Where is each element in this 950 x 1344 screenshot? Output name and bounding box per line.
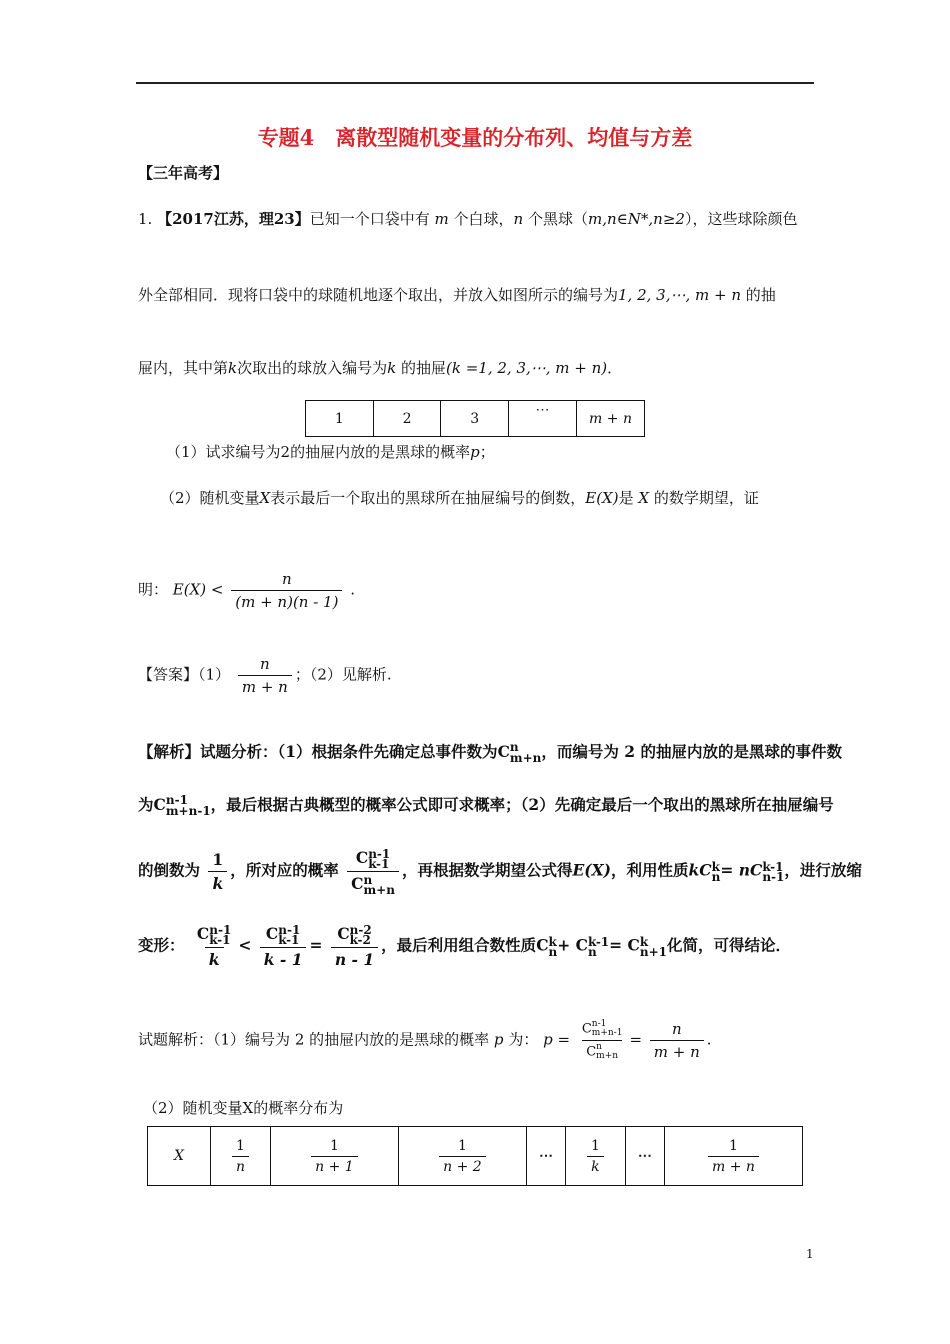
combination: C [497, 742, 510, 761]
analysis-text: 为 [138, 795, 154, 814]
ineq-fraction-2 [260, 924, 307, 969]
frac-denominator: k - 1 [260, 947, 307, 969]
identity-rhs: = nC [720, 860, 763, 880]
problem-text: 的抽屉 [401, 359, 447, 377]
dist-cell [398, 1127, 526, 1186]
analysis-text: ，进行放缩 [784, 860, 862, 880]
analysis-line-2 [138, 793, 834, 817]
answer-text: （1） [198, 665, 231, 684]
var-X: X [259, 489, 271, 507]
problem-text: ． [607, 359, 623, 377]
dist-fraction [708, 1138, 759, 1175]
problem-line-3 [138, 357, 622, 378]
expectation: E(X) [585, 489, 619, 507]
comb-sup: n-1 [591, 1019, 607, 1029]
comb-sub: n+1 [639, 944, 668, 959]
frac-denominator: n [232, 1156, 249, 1175]
comb-sub: k-1 [368, 857, 390, 871]
question-text: （2）随机变量 [160, 489, 260, 507]
frac-numerator: n [671, 1020, 682, 1038]
question-text: ； [479, 443, 495, 461]
frac-denominator: n + 2 [439, 1156, 486, 1175]
combination: C [536, 935, 549, 955]
comb-sup: n-1 [165, 793, 188, 807]
frac-numerator: 1 [457, 1137, 467, 1154]
combination: + C [557, 935, 588, 955]
frac-numerator: 1 [212, 850, 224, 869]
comb-sup: n [363, 873, 373, 887]
comb-sub: k-1 [209, 933, 231, 947]
page-number: 1 [806, 1247, 814, 1261]
analysis-text: 变形： [138, 935, 185, 955]
dist-cell [270, 1127, 398, 1186]
var-p: p [493, 1030, 504, 1049]
drawer-cell: 2 [373, 401, 441, 437]
dist-cell [664, 1127, 802, 1186]
problem-text: 次取出的球放入编号为 [237, 359, 388, 377]
dist-fraction [587, 1138, 604, 1175]
frac-denominator: k [587, 1156, 603, 1175]
var-m: m [434, 210, 449, 228]
frac-denominator: n - 1 [331, 947, 378, 969]
inequality-lhs: E(X) < [172, 580, 224, 599]
problem-line-1 [138, 208, 797, 229]
expectation: E(X) [572, 860, 611, 880]
combination: = C [609, 935, 640, 955]
combination: C [337, 924, 350, 943]
drawer-sequence: 1, 2, 3,⋯, m + n [618, 286, 742, 304]
frac-denominator: k [208, 871, 227, 893]
combination: C [581, 1021, 592, 1037]
comb-sup: n-1 [209, 923, 232, 937]
dist-cell: ⋯ [526, 1127, 565, 1186]
equals: = [629, 1030, 643, 1049]
comb-sub: n [711, 869, 721, 884]
answer-label: 【答案】 [138, 665, 199, 684]
dist-cell [211, 1127, 271, 1186]
combination: C [196, 924, 210, 943]
drawer-cell: 1 [306, 401, 374, 437]
frac-numerator: 1 [236, 1137, 245, 1154]
question-text: 是 [618, 489, 634, 507]
ineq-fraction-1 [193, 924, 235, 969]
dist-cell [566, 1127, 626, 1186]
frac-numerator: n [282, 570, 292, 588]
answer-text: ；（2）见解析. [294, 665, 392, 684]
drawer-table [305, 400, 645, 437]
drawer-range: (k =1, 2, 3,⋯, m + n) [446, 359, 608, 377]
inequality-fraction [231, 570, 342, 611]
drawer-cell: m + n [577, 401, 645, 437]
problem-source: 【2017江苏，理23】 [157, 210, 310, 228]
identity-lhs: kC [688, 860, 712, 880]
frac-denominator: k [205, 947, 224, 969]
problem-text: ），这些球除颜色 [684, 210, 798, 228]
analysis-line-1 [138, 740, 842, 764]
punctuation: . [706, 1030, 712, 1049]
solution-line-1 [138, 1020, 712, 1061]
comb-sup: k [711, 859, 720, 874]
analysis-label: 【解析】 [138, 742, 201, 761]
frac-numerator: 1 [590, 1137, 600, 1154]
comb-sup: n [596, 1042, 602, 1052]
frac-numerator: 1 [329, 1137, 339, 1154]
ineq-fraction-3 [331, 924, 378, 969]
section-tag: 【三年高考】 [138, 164, 229, 182]
frac-numerator: 1 [728, 1137, 738, 1154]
frac-denominator: n + 1 [311, 1156, 358, 1175]
analysis-text: ，而编号为 2 的抽屉内放的是黑球的事件数 [541, 742, 842, 761]
var-n: n [513, 210, 524, 228]
question-text: （1）试求编号为2的抽屉内放的是黑球的概率 [166, 443, 471, 461]
problem-text: 外全部相同．现将口袋中的球随机地逐个取出，并放入如图所示的编号为 [138, 286, 619, 304]
drawer-cell: ⋯ [509, 401, 577, 437]
dist-fraction [439, 1138, 486, 1175]
var-k: k [228, 359, 238, 377]
frac-denominator: m + n [238, 675, 292, 696]
comb-sub: n [588, 944, 597, 959]
analysis-text: ，再根据数学期望公式得 [401, 860, 573, 880]
result-fraction [650, 1020, 704, 1061]
combination: C [351, 874, 364, 893]
page-title: 专题4 离散型随机变量的分布列、均值与方差 [257, 125, 693, 150]
frac-denominator: m + n [650, 1040, 704, 1061]
analysis-text: ，最后利用组合数性质 [381, 935, 537, 955]
var-k: k [387, 359, 397, 377]
dist-fraction [232, 1138, 249, 1175]
question-text: 明： [138, 580, 169, 599]
solution-text: 试题解析：（1）编号为 2 的抽屉内放的是黑球的概率 [138, 1030, 490, 1049]
dist-header: X [148, 1127, 211, 1186]
frac-denominator: (m + n)(n - 1) [231, 590, 342, 611]
probability-fraction [578, 1020, 627, 1061]
problem-text: 屉内，其中第 [138, 359, 229, 377]
analysis-text: 化简，可得结论． [667, 935, 792, 955]
frac-numerator: n [260, 655, 270, 673]
less-than: < [238, 935, 252, 955]
comb-sup: k-1 [588, 934, 610, 949]
inverse-fraction [208, 850, 227, 893]
probability-fraction [347, 848, 399, 895]
combination: C [153, 795, 166, 814]
comb-sup: k [548, 934, 557, 949]
condition: m,n∈N*,n≥2 [588, 210, 685, 228]
solution-line-2: （2）随机变量X的概率分布为 [143, 1099, 344, 1117]
answer [138, 655, 392, 696]
var-X: X [638, 489, 650, 507]
comb-sub: n-1 [762, 869, 785, 884]
analysis-text: 试题分析：（1）根据条件先确定总事件数为 [200, 742, 498, 761]
comb-sub: m+n [509, 751, 542, 765]
problem-text: 个黑球（ [528, 210, 589, 228]
question-2-inequality [138, 570, 355, 611]
combination: C [265, 924, 279, 943]
header-rule [136, 82, 814, 84]
comb-sub: m+n-1 [591, 1028, 623, 1038]
distribution-table [147, 1126, 803, 1186]
analysis-text: ，最后根据古典概型的概率公式即可求概率；（2）先确定最后一个取出的黑球所在抽屉编号 [210, 795, 834, 814]
question-text: 的数学期望，证 [653, 489, 759, 507]
combination: C [586, 1044, 597, 1060]
equals: = [309, 935, 323, 955]
combination: C [355, 848, 369, 867]
comb-sup: n [509, 740, 519, 754]
problem-line-2 [138, 284, 776, 305]
analysis-text: ，所对应的概率 [230, 860, 339, 880]
problem-text: 的抽 [745, 286, 776, 304]
frac-denominator: m + n [708, 1156, 759, 1175]
comb-sup: k [639, 934, 649, 949]
comb-sup: n-2 [349, 923, 372, 937]
problem-text: 个白球， [453, 210, 514, 228]
comb-sup: k-1 [762, 859, 784, 874]
problem-text: 已知一个口袋中有 [309, 210, 430, 228]
punctuation: . [350, 580, 356, 599]
analysis-line-3 [138, 848, 862, 895]
question-1 [166, 441, 495, 462]
comb-sub: k-1 [278, 933, 300, 947]
comb-sup: n-1 [368, 847, 391, 861]
solution-text: 为： [508, 1030, 539, 1049]
dist-fraction [311, 1138, 358, 1175]
question-text: 表示最后一个取出的黑球所在抽屉编号的倒数， [270, 489, 586, 507]
problem-number: 1. [138, 210, 153, 228]
comb-sup: n-1 [278, 923, 301, 937]
analysis-line-4 [138, 924, 791, 969]
analysis-text: 的倒数为 [138, 860, 201, 880]
comb-sub: n [548, 944, 558, 959]
comb-sub: k-2 [349, 933, 371, 947]
analysis-text: ，利用性质 [611, 860, 689, 880]
answer-fraction [238, 655, 292, 696]
dist-cell: ⋯ [625, 1127, 664, 1186]
comb-sub: m+n [363, 883, 395, 897]
p-equals: p = [543, 1030, 571, 1049]
comb-sub: m+n-1 [165, 804, 211, 818]
question-2 [160, 487, 759, 508]
comb-sub: m+n [596, 1051, 619, 1061]
var-p: p [470, 443, 480, 461]
drawer-cell: 3 [441, 401, 509, 437]
